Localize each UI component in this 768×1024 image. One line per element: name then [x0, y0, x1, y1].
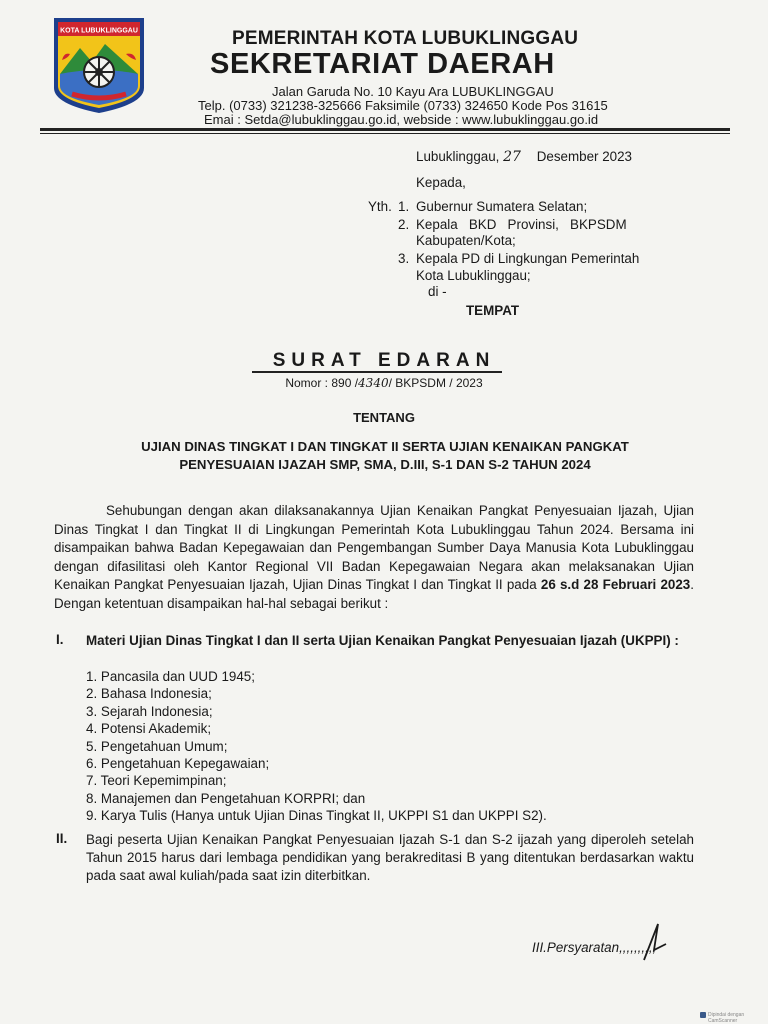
- recipient-di: di -: [428, 284, 447, 299]
- exam-material-list: [86, 668, 547, 825]
- continuation-note: III.Persyaratan,,,,,,,,,,: [532, 940, 657, 955]
- recipient-yth: Yth.: [368, 199, 392, 214]
- subject-line-1: UJIAN DINAS TINGKAT I DAN TINGKAT II SERTA UJIAN KENAIKAN PANGKAT: [141, 439, 629, 454]
- body-paragraph-exam-dates: 26 s.d 28 Februari 2023: [540, 577, 691, 592]
- recipient-2-text-continued: Kabupaten/Kota;: [416, 233, 516, 248]
- dateline-month-year: Desember 2023: [536, 149, 632, 164]
- dateline: [416, 148, 632, 166]
- list-item: 2. Bahasa Indonesia;: [86, 686, 212, 702]
- tentang-heading: TENTANG: [353, 410, 415, 425]
- dateline-place: Lubuklinggau,: [416, 149, 500, 164]
- letterhead-address: Jalan Garuda No. 10 Kayu Ara LUBUKLINGGAU: [272, 84, 554, 99]
- list-item: 3. Sejarah Indonesia;: [86, 703, 213, 719]
- document-title-underline: [252, 371, 502, 373]
- recipient-3-text-continued: Kota Lubuklinggau;: [416, 268, 531, 283]
- document-number: [0, 376, 768, 390]
- city-emblem-logo: [50, 14, 148, 116]
- list-item: 9. Karya Tulis (Hanya untuk Ujian Dinas Tingkat II, UKPPI S1 dan UKPPI S2).: [86, 808, 547, 824]
- list-item: 8. Manajemen dan Pengetahuan KORPRI; dan: [86, 790, 366, 806]
- body-paragraph: [54, 502, 694, 613]
- subject-heading: [60, 438, 710, 474]
- recipient-tempat: TEMPAT: [466, 303, 520, 318]
- body-paragraph-part1: Sehubungan dengan akan dilaksanakannya Ujian Kenaikan Pangkat Penyesuaian Ijazah, Ujian Dinas Tingkat I dan Tingkat II di Lingkungan Pemerintah Kota Lubuklinggau Tahun 2024. Bersama ini disampaikan bahwa Badan Kepegawaian dan Pengembangan Sumber Daya Manusia Kota Lubuklinggau dengan difasilitasi oleh Kantor Regional VII Badan Kepegawaian Negara akan melaksanakan Ujian Kenaikan Pangkat Penyesuaian Ijazah, Ujian Dinas Tingkat I dan Tingkat II pada: [54, 503, 694, 592]
- svg-text:KOTA LUBUKLINGGAU: KOTA LUBUKLINGGAU: [60, 27, 138, 35]
- recipient-1-text: Gubernur Sumatera Selatan;: [416, 199, 588, 214]
- recipient-1-number: 1.: [398, 199, 410, 214]
- section-2-text: Bagi peserta Ujian Kenaikan Pangkat Penyesuaian Ijazah S-1 dan S-2 ijazah yang diperoleh setelah Tahun 2015 harus dari lembaga pendidikan yang berakreditasi B yang ditentukan berdasarkan waktu pada saat awal kuliah/pada saat izin diterbitkan.: [86, 832, 694, 883]
- recipient-2-text: Kepala BKD Provinsi, BKPSDM: [416, 217, 627, 232]
- letterhead-government-name: PEMERINTAH KOTA LUBUKLINGGAU: [232, 28, 579, 49]
- letterhead-thick-rule: [40, 128, 730, 131]
- recipient-3-number: 3.: [398, 251, 410, 266]
- list-item: 7. Teori Kepemimpinan;: [86, 773, 227, 789]
- document-number-suffix: / BKPSDM / 2023: [388, 376, 483, 390]
- document-number-prefix: Nomor : 890 /: [285, 376, 359, 390]
- section-1-heading: Materi Ujian Dinas Tingkat I dan II serta Ujian Kenaikan Pangkat Penyesuaian Ijazah (UKPPI) :: [86, 633, 679, 648]
- list-item: 5. Pengetahuan Umum;: [86, 738, 228, 754]
- list-item: 6. Pengetahuan Kepegawaian;: [86, 756, 270, 772]
- letterhead-office-name: SEKRETARIAT DAERAH: [210, 48, 555, 80]
- letterhead-telephone: Telp. (0733) 321238-325666 Faksimile (0733) 324650 Kode Pos 31615: [198, 98, 608, 113]
- scanner-logo-icon: [700, 1012, 706, 1018]
- initial-signature-mark: [640, 920, 670, 964]
- section-2-label: II.: [56, 831, 68, 846]
- document-title: SURAT EDARAN: [272, 350, 496, 371]
- scanner-watermark: Dipindai dengan CamScanner: [708, 1012, 745, 1024]
- body-paragraph-part2: . Dengan ketentuan disampaikan hal-hal sebagai berikut :: [54, 577, 694, 611]
- letterhead-thin-rule: [40, 133, 730, 134]
- letterhead-email: Emai : Setda@lubuklinggau.go.id, webside : www.lubuklinggau.go.id: [204, 112, 599, 127]
- list-item: 4. Potensi Akademik;: [86, 721, 212, 737]
- recipient-2-number: 2.: [398, 217, 410, 232]
- recipient-kepada: Kepada,: [416, 175, 466, 190]
- recipient-3-text: Kepala PD di Lingkungan Pemerintah: [416, 251, 640, 266]
- section-1-label: I.: [56, 632, 64, 647]
- subject-line-2: PENYESUAIAN IJAZAH SMP, SMA, D.III, S-1 DAN S-2 TAHUN 2024: [179, 457, 591, 472]
- document-number-handwritten: 4340: [358, 376, 389, 390]
- list-item: 1. Pancasila dan UUD 1945;: [86, 669, 255, 684]
- dateline-handwritten-day: 27: [503, 149, 521, 165]
